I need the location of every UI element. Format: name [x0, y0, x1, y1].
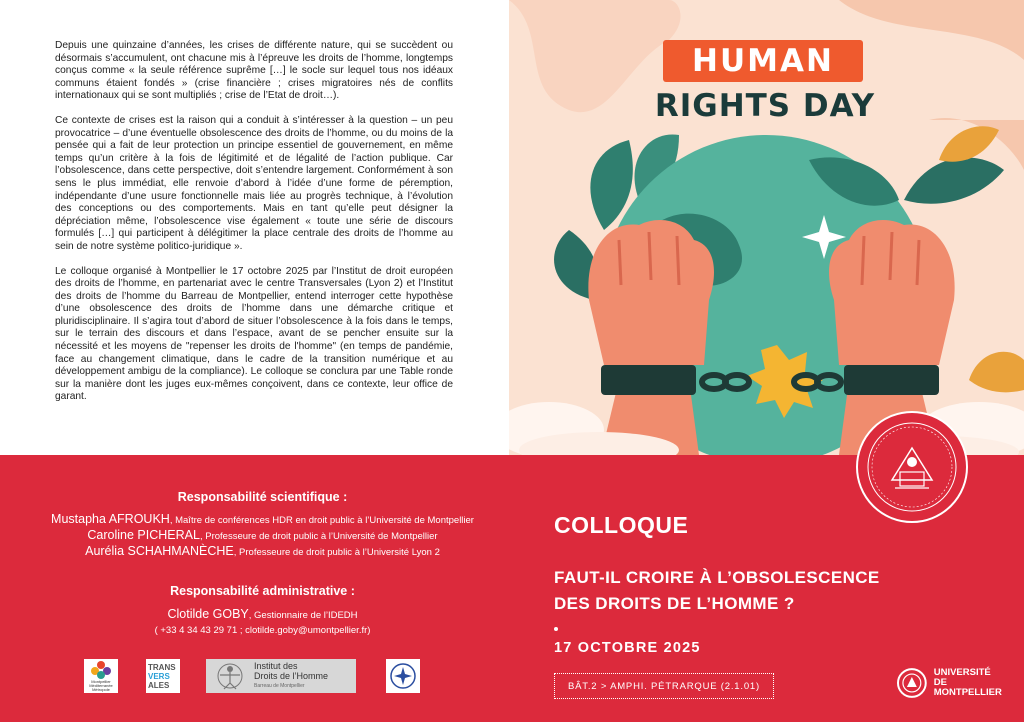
person-picheral — [10, 528, 515, 544]
person-role: , Professeure de droit public à l’Université de Montpellier — [199, 531, 438, 542]
idedh-emblem-icon — [389, 662, 417, 690]
person-name: Caroline PICHERAL — [87, 528, 200, 542]
person-role: , Maître de conférences HDR en droit public à l’Université de Montpellier — [169, 515, 474, 526]
person-name: Aurélia SCHAHMANÈCHE — [85, 544, 234, 558]
person-schahmaneche — [10, 544, 515, 560]
event-room: BÂT.2 > AMPHI. PÉTRARQUE (2.1.01) — [554, 673, 774, 699]
question-line-2: DES DROITS DE L’HOMME ? — [554, 594, 795, 613]
metropole-label: Montpellier Méditerranée Métropole — [89, 679, 113, 692]
university-label — [934, 668, 1006, 698]
person-role: , Professeure de droit public à l’Université Lyon 2 — [233, 547, 440, 558]
transversales-part-1: TRANS — [148, 662, 176, 672]
bullet-dot — [554, 627, 558, 631]
intro-text — [55, 40, 453, 416]
rights-day-title: RIGHTS DAY — [654, 88, 876, 124]
universite-montpellier-logo — [896, 665, 1006, 701]
transversales-part-3: ALES — [148, 680, 170, 690]
university-emblem-icon — [896, 667, 928, 699]
scientific-title: Responsabilité scientifique : — [177, 490, 348, 504]
university-line-2: MONTPELLIER — [933, 687, 1002, 698]
montpellier-metropole-logo — [84, 659, 118, 693]
metropole-flower-icon — [90, 660, 112, 680]
university-line-1: UNIVERSITÉ DE — [933, 667, 991, 688]
transversales-logo — [146, 659, 180, 693]
administrative-title: Responsabilité administrative : — [170, 584, 355, 598]
person-goby — [10, 607, 515, 623]
person-role: , Gestionnaire de l’IDEDH — [248, 610, 358, 621]
question-line-1: FAUT-IL CROIRE À L’OBSOLESCENCE — [554, 568, 880, 587]
scientific-responsibility — [10, 490, 515, 560]
human-badge: HUMAN — [663, 40, 863, 82]
administrative-responsibility — [10, 584, 515, 638]
idh-sub: Barreau de Montpellier — [254, 683, 305, 689]
person-name: Mustapha AFROUKH — [51, 512, 170, 526]
person-name: Clotilde GOBY — [167, 607, 249, 621]
event-date: 17 OCTOBRE 2025 — [554, 640, 701, 656]
idh-line-1: Institut des — [254, 661, 298, 671]
event-type: COLLOQUE — [554, 512, 689, 538]
vitruvian-icon — [212, 661, 248, 691]
person-afroukh — [10, 512, 515, 528]
idh-line-2: Droits de l’Homme — [254, 671, 329, 681]
idh-barreau-logo — [206, 659, 356, 693]
idh-text — [254, 661, 328, 691]
contact-info: ( +33 4 34 43 29 71 ; clotilde.goby@umontpellier.fr) — [154, 625, 371, 636]
idedh-logo — [386, 659, 420, 693]
transversales-part-2: VERS — [148, 671, 170, 681]
faculty-seal-icon — [855, 410, 969, 524]
intro-paragraph-1: Depuis une quinzaine d’années, les crises de différente nature, qui se succèdent ou désormais s’accumulent, ont chacune mis à l’épreuve les droits de l’homme, longtemps conçus comme « la seule référence suprême […] le socle sur lequel tous nos idéaux communs étaient fondés » (crise financière ; crises migratoires nés de conflits internationaux qui se sont multipliés ; crise de l’Etat de droit…). — [55, 40, 453, 102]
event-question — [554, 565, 884, 617]
intro-paragraph-3: Le colloque organisé à Montpellier le 17 octobre 2025 par l’Institut de droit européen des droits de l’homme, en partenariat avec le centre Transversales (Lyon 2) et l’Institut des droits de l’homme du Barreau de Montpellier, entend interroger cette hypothèse d’une obsolescence des droits de l’homme dans une démarche critique et pluridisciplinaire. Il s’agira tout d’abord de situer l’obsolescence à la fois dans le temps, sur le terrain des discours et dans l’espace, avant de se pencher ensuite sur la nécessité et les moyens de "repenser les droits de l'homme" (en temps de pandémie, face au changement climatique, dans le cadre de la transition numérique et au développement ambigu de la compliance). Le colloque se conclura par une Table ronde sur la manière dont les juges eux-mêmes conçoivent, dans ce contexte, leur office de garant. — [55, 265, 453, 403]
intro-paragraph-2: Ce contexte de crises est la raison qui a conduit à s’intéresser à la question – un peu provocatrice – d’une éventuelle obsolescence des droits de l’homme, ou du moins de la pensée qui a fait de leur protection un principe essentiel de gouvernement, en même temps qu’un critère à la fois de légitimité et de légalité de l’action publique. Car l’obsolescence, dans cette perspective, doit s’entendre largement. Conformément à son sens le plus immédiat, elle renvoie d’abord à l’idée d’une forme de péremption, indépendante d’une usure fonctionnelle mais liée au progrès technique, à l’évolution des conceptions ou des comportements. Mais en tant qu’elle peut désigner la dépréciation même, l’obsolescence vise également « toute une série de discours formulés […] qui participent à délégitimer la place centrale des droits de l’homme au sein de notre système politico-juridique ». — [55, 114, 453, 252]
